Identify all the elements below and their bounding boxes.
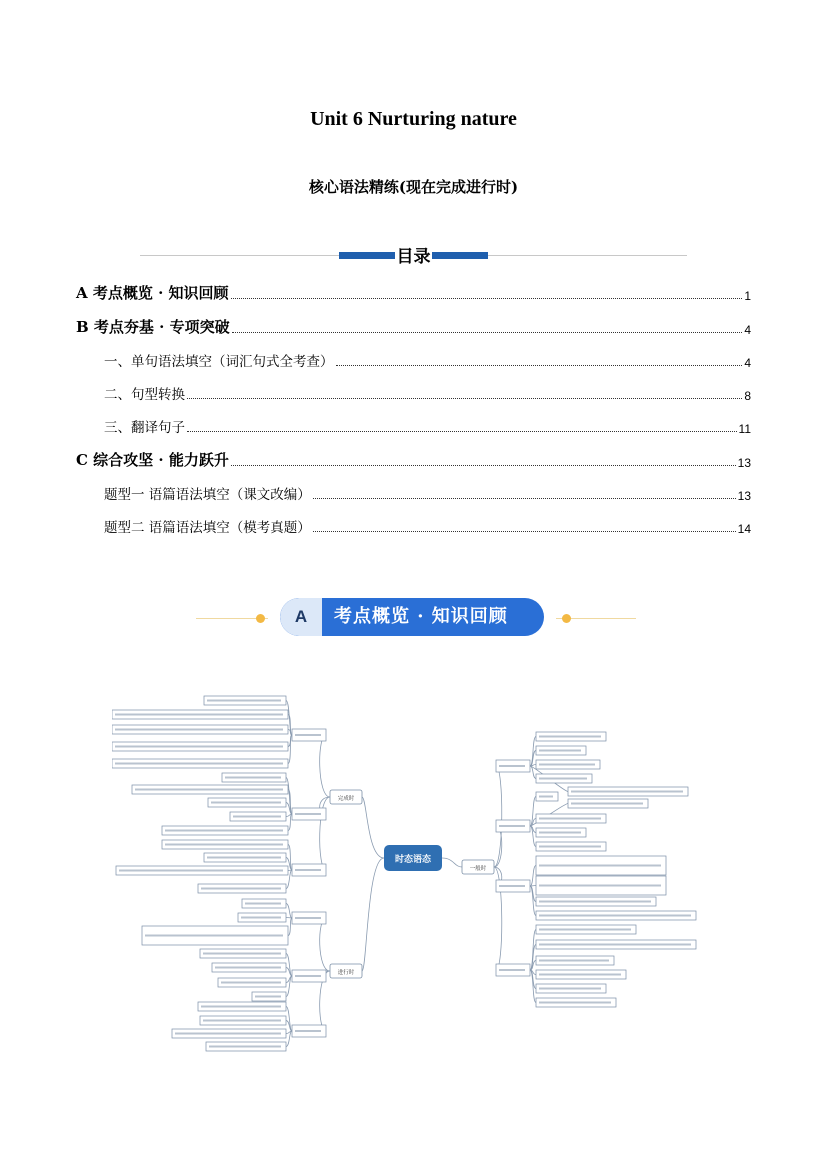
mindmap-leaf-text-placeholder xyxy=(201,888,281,890)
mindmap-connector xyxy=(288,918,292,936)
mindmap-leaf-text-placeholder xyxy=(201,1006,281,1008)
mindmap-leaf-text-placeholder xyxy=(175,1033,281,1035)
toc-entry-label: 题型二 语篇语法填空（模考真题） xyxy=(104,520,311,536)
mindmap-leaf-text-placeholder xyxy=(295,734,321,736)
banner-letter: A xyxy=(280,598,322,636)
mindmap-leaf-text-placeholder xyxy=(115,746,283,748)
toc-leader-dots xyxy=(313,498,736,499)
mindmap-leaf-text-placeholder xyxy=(571,791,683,793)
mindmap-leaf-text-placeholder xyxy=(115,714,283,716)
mindmap-leaf-text-placeholder xyxy=(209,1046,281,1048)
mindmap-leaf-text-placeholder xyxy=(539,818,601,820)
toc-page-number: 1 xyxy=(744,289,751,303)
toc-entry-label: C 综合攻坚 · 能力跃升 xyxy=(76,451,229,469)
mindmap-center-label: 时态语态 xyxy=(394,855,432,865)
mindmap-leaf-text-placeholder xyxy=(207,700,281,702)
mindmap-leaf-text-placeholder xyxy=(539,988,601,990)
mindmap-connector xyxy=(286,918,292,919)
mindmap-leaf-text-placeholder xyxy=(295,869,321,871)
mindmap-leaf-text-placeholder xyxy=(539,960,609,962)
mindmap-leaf-text-placeholder xyxy=(203,1020,281,1022)
mindmap-connector xyxy=(530,766,536,779)
mindmap-leaf-text-placeholder xyxy=(539,901,651,903)
mindmap-leaf-text-placeholder xyxy=(221,982,281,984)
mindmap-connector xyxy=(362,797,384,858)
toc-leader-dots xyxy=(187,398,742,399)
mindmap-leaf-text-placeholder xyxy=(539,865,661,867)
toc-entry[interactable] xyxy=(104,516,751,536)
mindmap-connector xyxy=(530,866,536,887)
toc-leader-dots xyxy=(232,332,743,333)
toc-entry[interactable] xyxy=(104,350,751,370)
mindmap-leaf-text-placeholder xyxy=(211,802,281,804)
mindmap-connector xyxy=(286,976,292,997)
mindmap-branch-simple-label: 一般时 xyxy=(469,866,487,872)
mindmap-leaf-text-placeholder xyxy=(295,975,321,977)
section-banner xyxy=(196,596,636,640)
banner-dot-right xyxy=(562,614,571,623)
toc-page-number: 11 xyxy=(738,422,751,436)
toc-entry-label: 题型一 语篇语法填空（课文改编） xyxy=(104,487,311,503)
mindmap-leaf-text-placeholder xyxy=(571,803,643,805)
mindmap-leaf-text-placeholder xyxy=(295,1030,321,1032)
toc-bar-left xyxy=(339,252,395,259)
mindmap-leaf-text-placeholder xyxy=(225,777,281,779)
mindmap-leaf-text-placeholder xyxy=(203,953,281,955)
mindmap-leaf-text-placeholder xyxy=(207,857,281,859)
mindmap-leaf-text-placeholder xyxy=(539,778,587,780)
toc-heading: 目录 xyxy=(395,242,432,267)
mindmap-connector xyxy=(288,814,292,831)
grammar-mindmap xyxy=(112,688,722,1058)
toc-entry[interactable] xyxy=(76,450,751,470)
mindmap-leaf-text-placeholder xyxy=(135,789,283,791)
mindmap-leaf-text-placeholder xyxy=(539,832,581,834)
mindmap-leaf-text-placeholder xyxy=(499,969,525,971)
toc-page-number: 4 xyxy=(744,323,751,337)
toc-entry-label: 一、单句语法填空（词汇句式全考查） xyxy=(104,354,334,370)
mindmap-leaf-text-placeholder xyxy=(539,796,553,798)
mindmap-leaf-text-placeholder xyxy=(539,944,691,946)
document-subtitle: 核心语法精练(现在完成进行时) xyxy=(308,178,519,196)
toc-entry-label: 三、翻译句子 xyxy=(104,420,185,436)
toc-entry-label: A 考点概览 · 知识回顾 xyxy=(76,284,229,302)
mindmap-leaf-text-placeholder xyxy=(145,935,283,937)
mindmap-connector xyxy=(320,735,330,797)
toc-header xyxy=(140,240,687,270)
mindmap-leaf-text-placeholder xyxy=(499,765,525,767)
mindmap-leaf-text-placeholder xyxy=(245,903,281,905)
toc-leader-dots xyxy=(313,531,736,532)
banner-dot-left xyxy=(256,614,265,623)
toc-leader-dots xyxy=(187,431,737,432)
toc-entry-label: 二、句型转换 xyxy=(104,387,185,403)
mindmap-leaf-text-placeholder xyxy=(119,870,283,872)
toc-page-number: 8 xyxy=(744,389,751,403)
mindmap-connector xyxy=(288,735,292,764)
toc-page-number: 14 xyxy=(737,522,751,536)
mindmap-connector xyxy=(442,858,462,867)
mindmap-leaf-text-placeholder xyxy=(539,915,691,917)
mindmap-connector xyxy=(286,1007,292,1032)
mindmap-leaf-text-placeholder xyxy=(539,846,601,848)
mindmap-leaf-text-placeholder xyxy=(241,917,281,919)
mindmap-connector xyxy=(320,918,330,971)
mindmap-leaf-text-placeholder xyxy=(539,885,661,887)
mindmap-branch-progressive-label: 进行时 xyxy=(337,970,355,976)
mindmap-leaf-text-placeholder xyxy=(295,917,321,919)
toc-page-number: 13 xyxy=(737,456,751,470)
toc-page-number: 13 xyxy=(737,489,751,503)
banner-title: 考点概览 · 知识回顾 xyxy=(334,606,508,627)
mindmap-leaf-text-placeholder xyxy=(539,736,601,738)
mindmap-leaf-text-placeholder xyxy=(255,996,281,998)
mindmap-leaf-text-placeholder xyxy=(539,929,631,931)
mindmap-leaf-text-placeholder xyxy=(115,729,283,731)
toc-leader-dots xyxy=(336,365,743,366)
mindmap-connector xyxy=(286,954,292,977)
toc-leader-dots xyxy=(231,465,736,466)
toc-entry[interactable] xyxy=(76,317,751,337)
toc-entry[interactable] xyxy=(104,416,751,436)
mindmap-leaf-text-placeholder xyxy=(499,885,525,887)
mindmap-leaf-text-placeholder xyxy=(165,844,283,846)
toc-entry[interactable] xyxy=(104,383,751,403)
mindmap-leaf-text-placeholder xyxy=(539,974,621,976)
document-title: Unit 6 Nurturing nature xyxy=(310,108,517,130)
mindmap-connector xyxy=(494,766,502,867)
mindmap-leaf-text-placeholder xyxy=(165,830,283,832)
mindmap-connector xyxy=(286,904,292,919)
toc-entry[interactable] xyxy=(76,283,751,303)
mindmap-connector xyxy=(362,858,384,971)
mindmap-connector xyxy=(530,970,536,1003)
mindmap-branch-perfect-label: 完成时 xyxy=(337,796,355,802)
mindmap-leaf-text-placeholder xyxy=(233,816,281,818)
mindmap-connector xyxy=(286,778,292,815)
mindmap-leaf-text-placeholder xyxy=(539,1002,611,1004)
banner-pill xyxy=(280,598,544,636)
toc-page-number: 4 xyxy=(744,356,751,370)
mindmap-leaf-text-placeholder xyxy=(215,967,281,969)
mindmap-leaf-text-placeholder xyxy=(115,763,283,765)
mindmap-leaf-text-placeholder xyxy=(539,764,595,766)
mindmap-leaf-text-placeholder xyxy=(295,813,321,815)
toc-entry-label: B 考点夯基 · 专项突破 xyxy=(76,318,230,336)
mindmap-leaf-text-placeholder xyxy=(499,825,525,827)
mindmap-leaf-text-placeholder xyxy=(539,750,581,752)
toc-leader-dots xyxy=(231,298,743,299)
toc-entry[interactable] xyxy=(104,483,751,503)
toc-bar-right xyxy=(432,252,488,259)
